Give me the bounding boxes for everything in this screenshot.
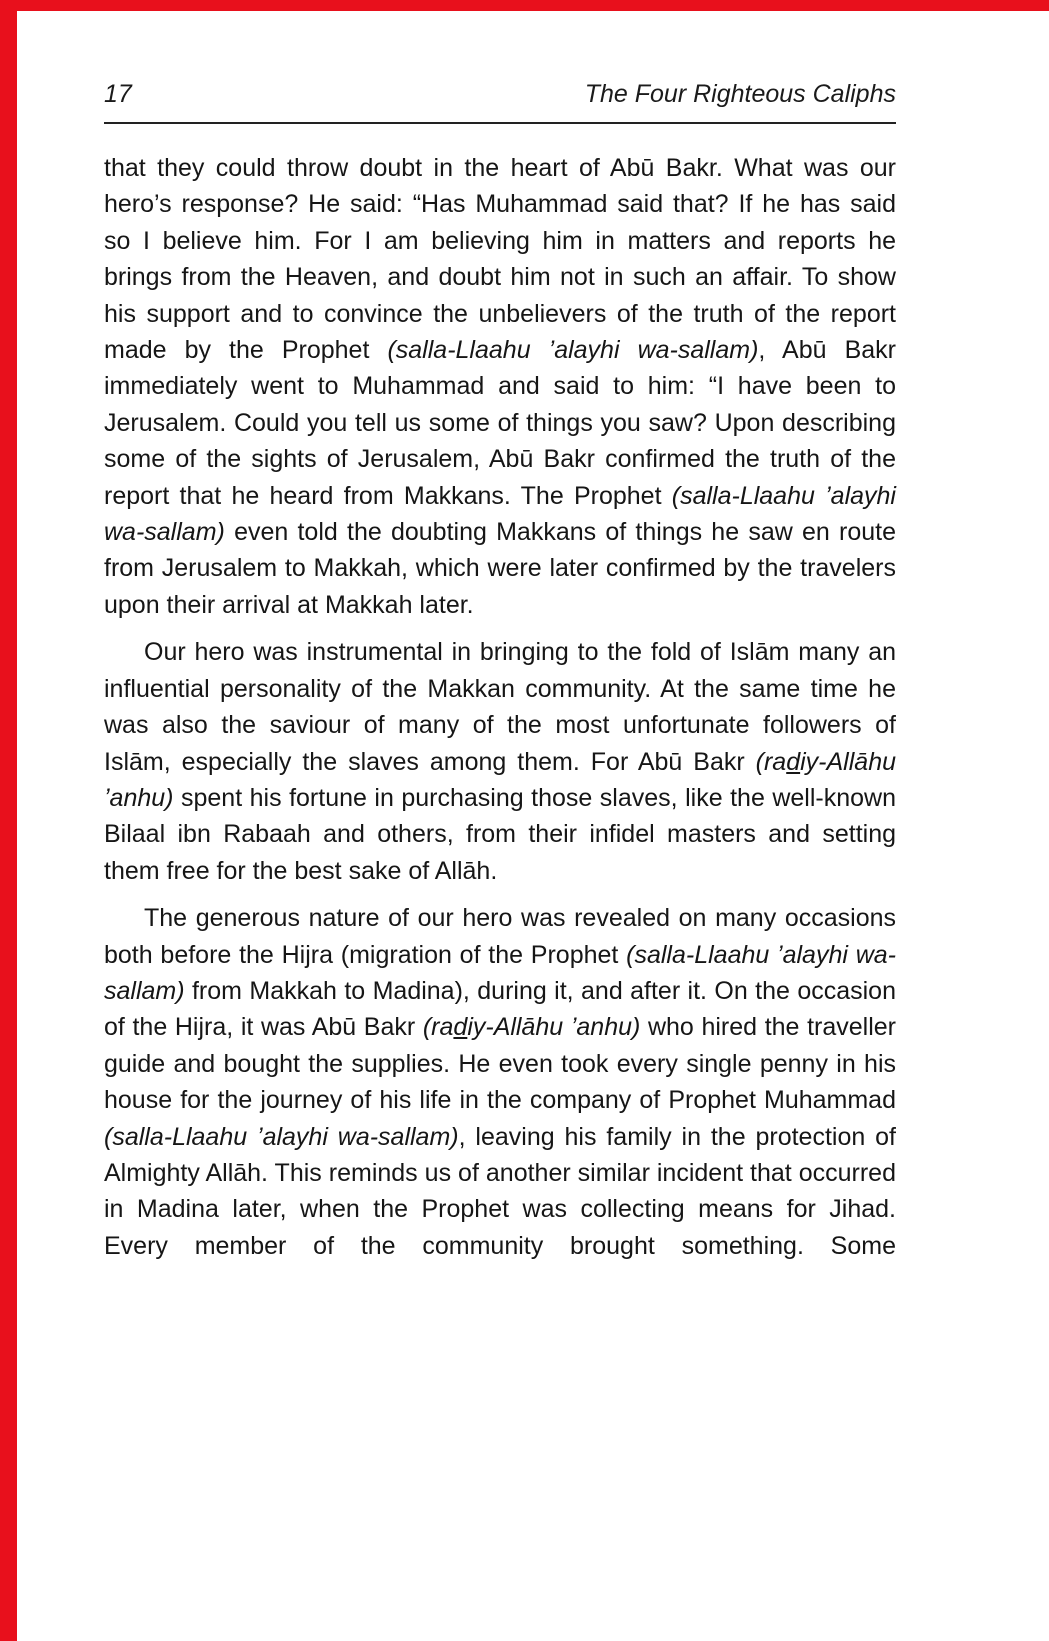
transliteration-text: (salla-Llaahu ’alayhi wa-sallam) — [104, 481, 896, 547]
transliteration-text: (ra — [755, 747, 787, 776]
transliteration-text: iy-Allāhu ’anhu) — [467, 1013, 641, 1042]
book-page — [104, 80, 896, 1264]
page-number: 17 — [104, 80, 132, 108]
transliteration-text: d — [786, 747, 801, 776]
transliteration-text: (ra — [422, 1013, 454, 1042]
body-text: from Makkah to Madina), during it, and after it. On the occasion of the Hijra, it was Abū Bakr — [104, 976, 896, 1042]
body-text: even told the doubting Makkans of things he saw en route from Jerusalem to Makkah, which were later confirmed by the travelers upon their arrival at Makkah later. — [104, 518, 896, 619]
body-text: that they could throw doubt in the heart of Abū Bakr. What was our hero’s response? He said: “Has Muhammad said that? If he has said so I believe him. For I am believing him in matters and reports he brings from the Heaven, and doubt him not in such an affair. To show his support and to convince the unbelievers of the truth of the report made by the Prophet — [104, 154, 896, 365]
body-text: The generous nature of our hero was revealed on many occasions both before the Hijra (migration of the Prophet — [104, 904, 896, 969]
scan-edge-top — [0, 0, 1049, 11]
paragraph — [104, 634, 896, 889]
paragraph — [104, 150, 896, 623]
scan-edge-left — [0, 0, 17, 1641]
body-text: who hired the traveller guide and bought the supplies. He even took every single penny in his house for the journey of his life in the company of Prophet Muhammad — [104, 1013, 897, 1115]
transliteration-text: (salla-Llaahu ’alayhi wa-sallam) — [104, 1122, 459, 1151]
page-header — [104, 80, 896, 109]
transliteration-text: (salla-Llaahu ’alayhi wa-sallam) — [104, 940, 896, 1005]
body-text: , Abū Bakr immediately went to Muhammad and said to him: “I have been to Jerusalem. Could you tell us some of things you saw? Upon describing some of the sights of Jerusalem, Abū Bakr confirmed the truth of the report that he heard from Makkans. The Prophet — [104, 336, 896, 510]
transliteration-text: iy-Allāhu ’anhu) — [104, 747, 896, 812]
body-text: Our hero was instrumental in bringing to the fold of Islām many an influential personality of the Makkan community. At the same time he was also the saviour of many of the most unfortunate followers of Islām, especially the slaves among them. For Abū Bakr — [104, 638, 896, 776]
transliteration-text: d — [453, 1013, 468, 1042]
transliteration-text: (salla-Llaahu ’alayhi wa-sallam) — [387, 336, 759, 365]
text-body — [104, 150, 896, 1264]
running-title: The Four Righteous Caliphs — [584, 80, 896, 108]
header-rule — [104, 122, 896, 124]
body-text: spent his fortune in purchasing those slaves, like the well-known Bilaal ibn Rabaah and others, from their infidel masters and setting them free for the best sake of Allāh. — [104, 783, 896, 885]
body-text: , leaving his family in the protection of Almighty Allāh. This reminds us of another similar incident that occurred in Madina later, when the Prophet was collecting means for Jihad. Every member of the community brought something. Some — [104, 1122, 896, 1260]
paragraph — [104, 900, 896, 1264]
